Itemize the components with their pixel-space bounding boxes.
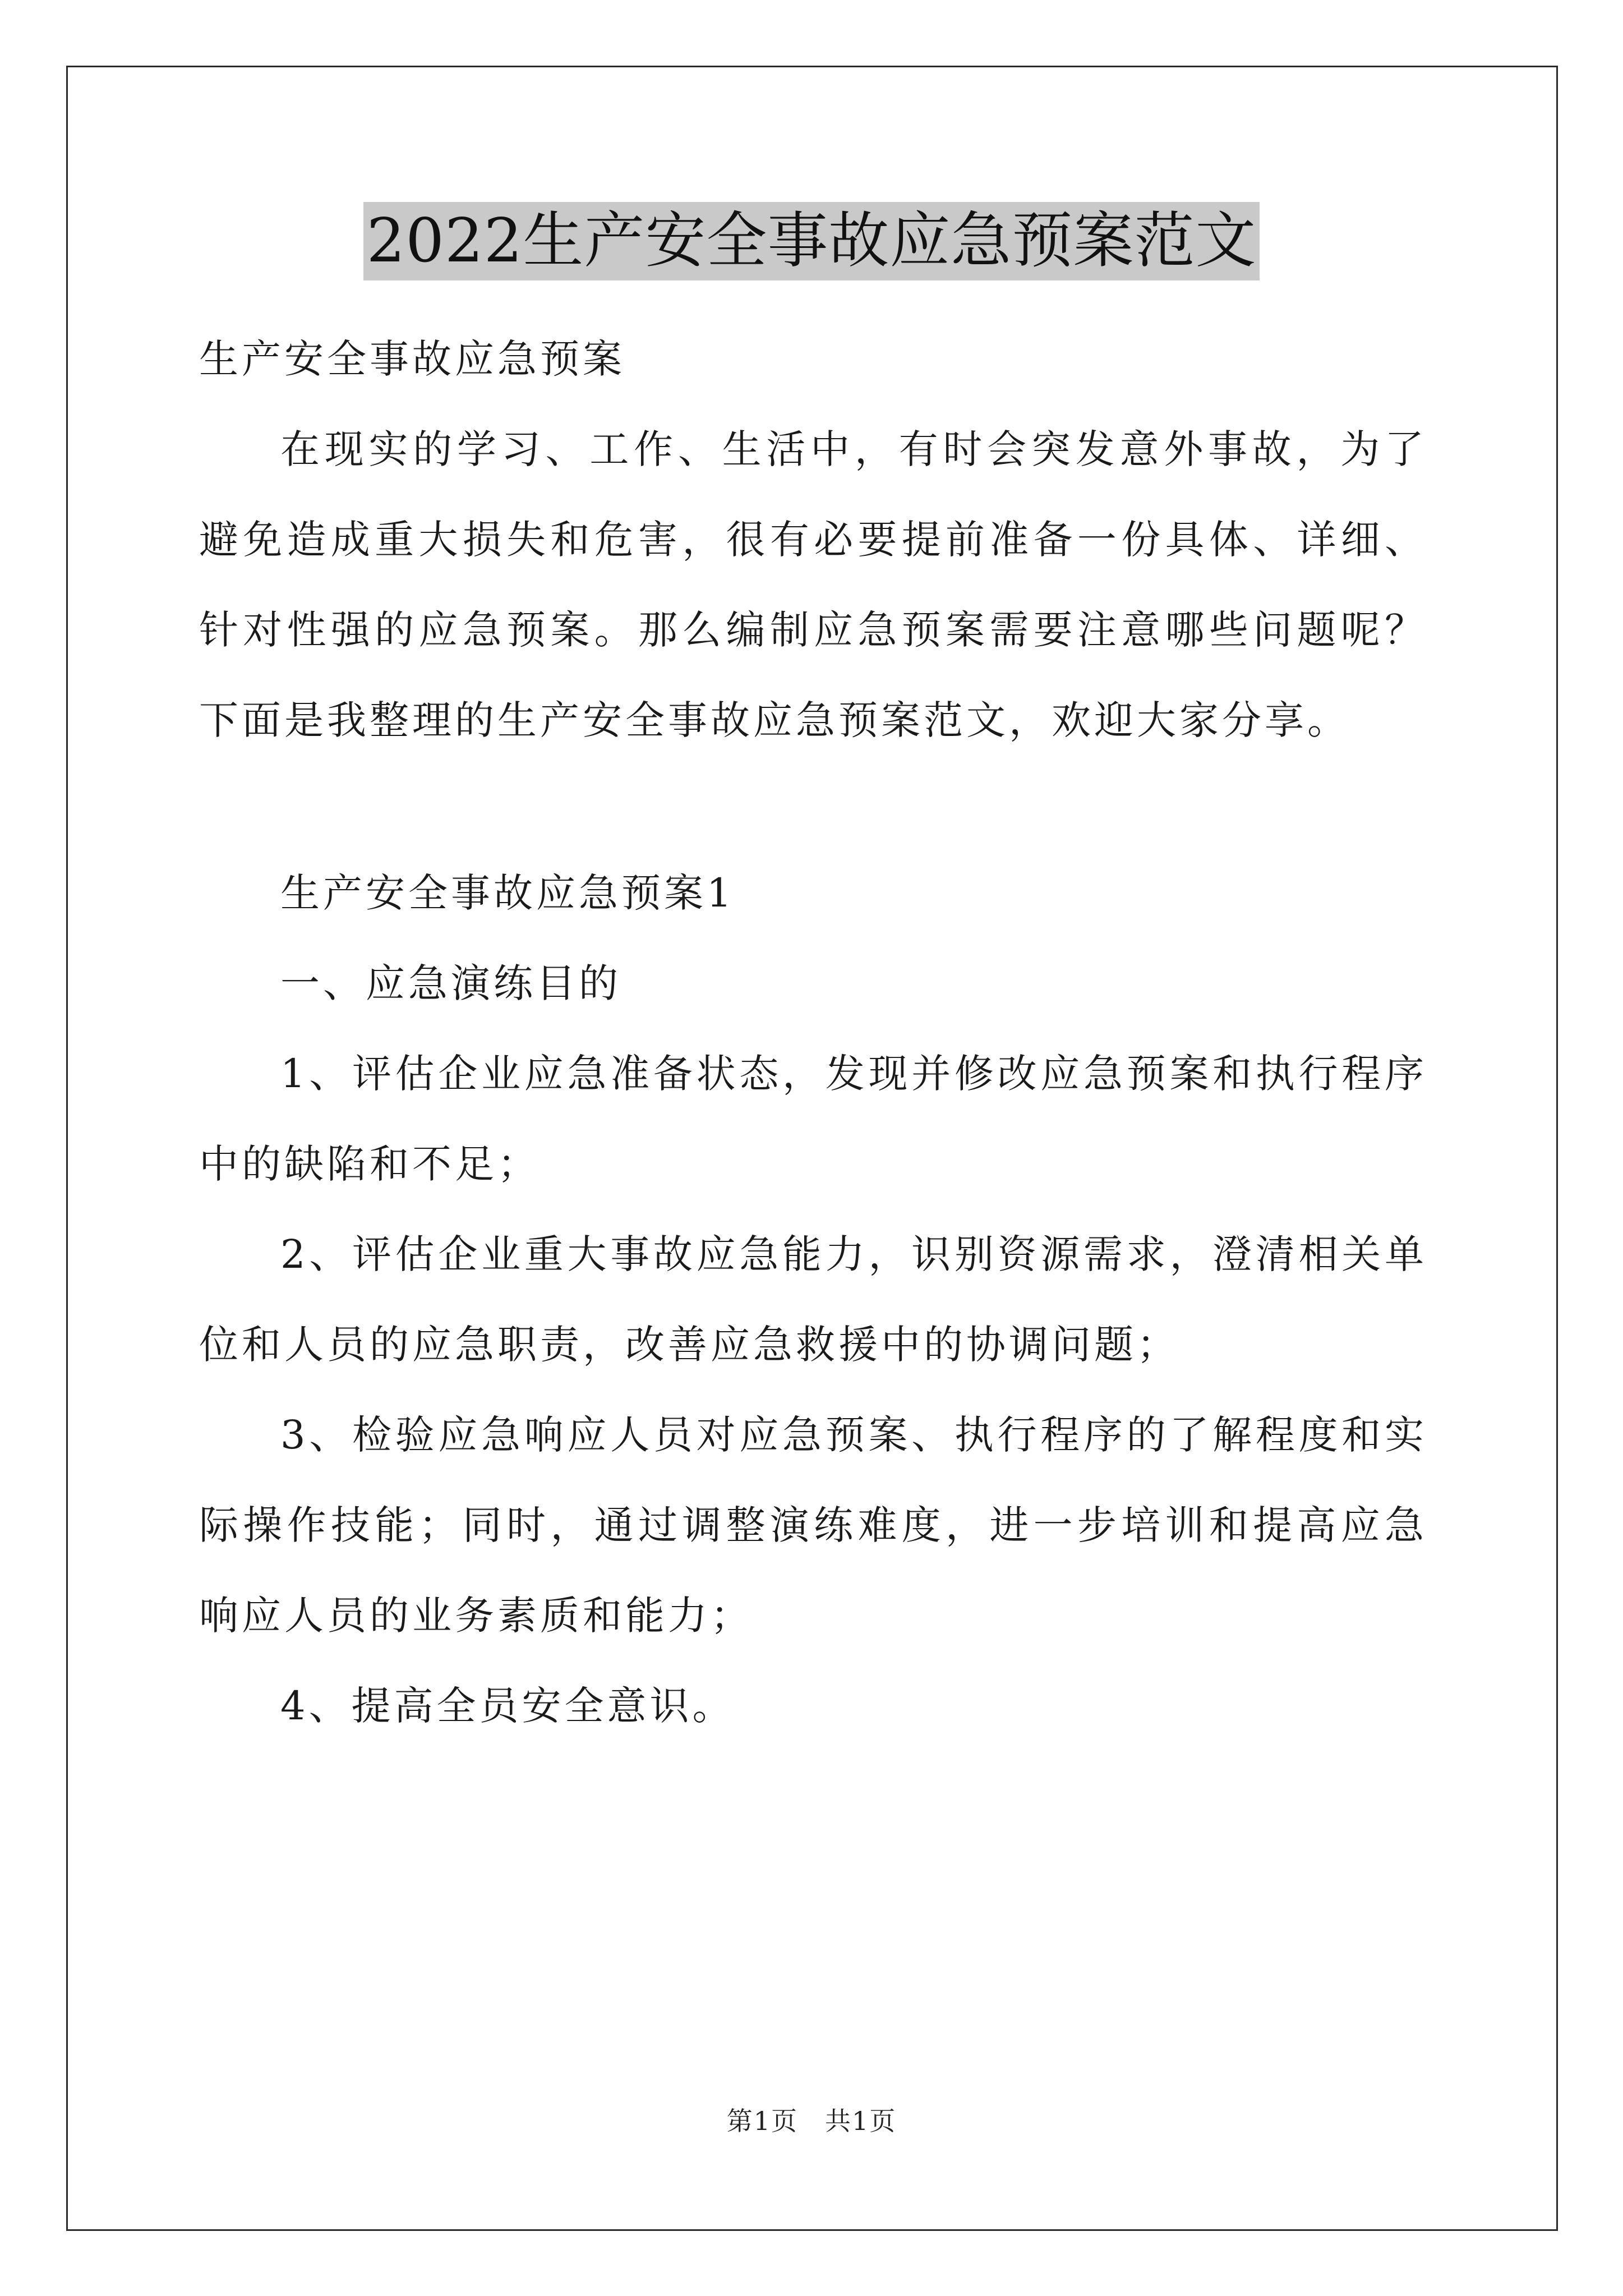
list-item-3: 3、检验应急响应人员对应急预案、执行程序的了解程度和实际操作技能；同时，通过调整演练难度，进一步培训和提高应急响应人员的业务素质和能力； — [199, 1412, 1427, 1639]
intro-paragraph: 在现实的学习、工作、生活中，有时会突发意外事故，为了避免造成重大损失和危害，很有必要提前准备一份具体、详细、针对性强的应急预案。那么编制应急预案需要注意哪些问题呢？下面是我整理的生产安全事故应急预案范文，欢迎大家分享。 — [199, 426, 1427, 743]
section-heading-drill-purpose: 一、应急演练目的 — [280, 960, 621, 1006]
document-title: 2022生产安全事故应急预案范文 — [363, 202, 1260, 280]
document-subtitle: 生产安全事故应急预案 — [199, 336, 625, 382]
document-body — [199, 314, 1427, 1751]
list-item-1: 1、评估企业应急准备状态，发现并修改应急预案和执行程序中的缺陷和不足； — [199, 1051, 1427, 1187]
section-heading-plan-1: 生产安全事故应急预案1 — [280, 870, 735, 916]
list-item-2: 2、评估企业重大事故应急能力，识别资源需求，澄清相关单位和人员的应急职责，改善应急救援中的协调问题； — [199, 1231, 1427, 1368]
list-item-4: 4、提高全员安全意识。 — [280, 1683, 735, 1729]
title-container — [0, 202, 1623, 280]
page-number-footer: 第1页 共1页 — [726, 2106, 897, 2136]
